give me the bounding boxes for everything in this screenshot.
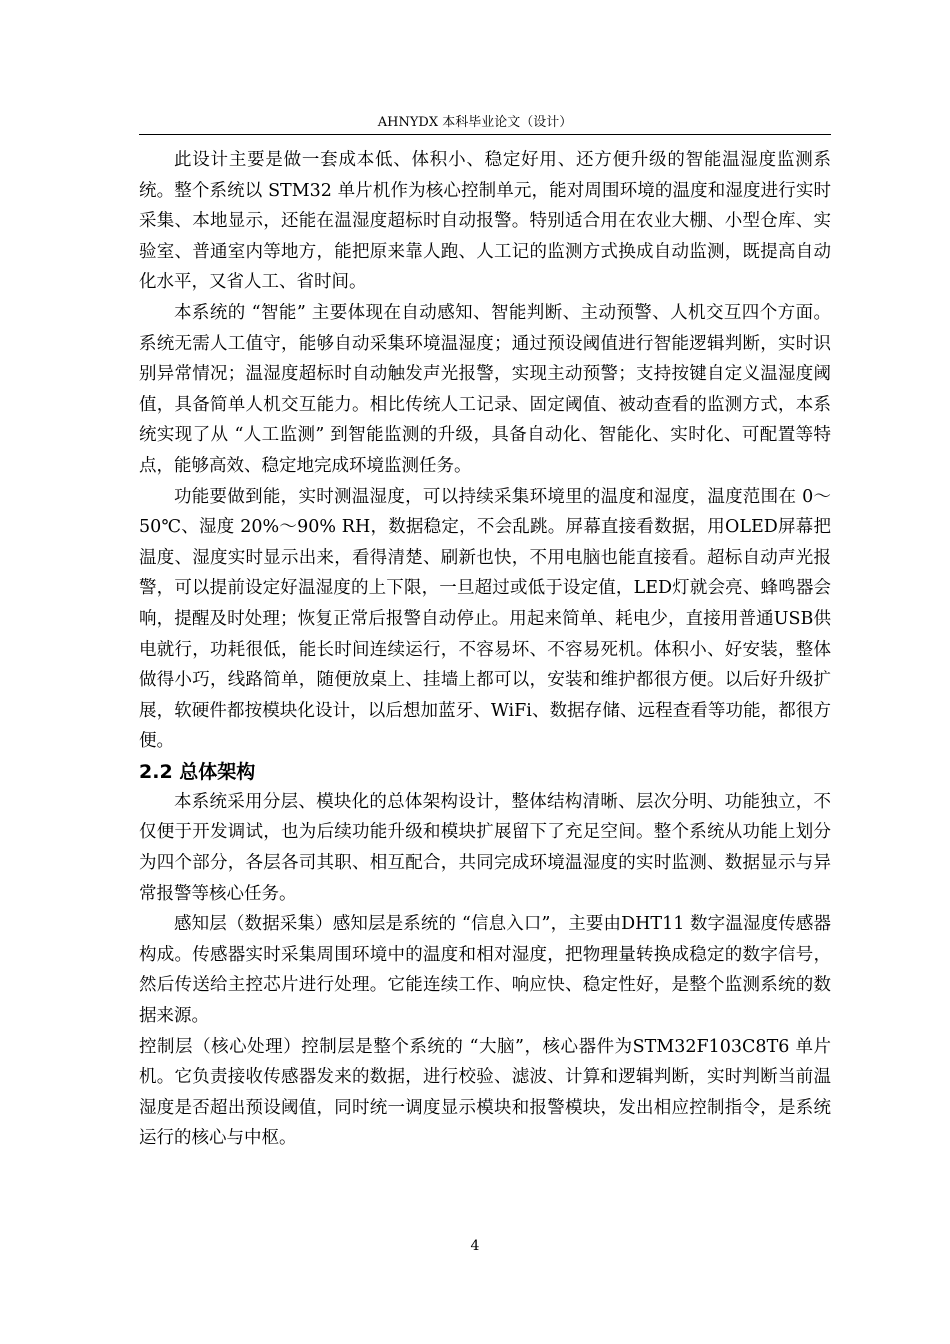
paragraph-perception-layer: 感知层（数据采集）感知层是系统的 “信息入口”，主要由DHT11 数字温湿度传感器构成。传感器实时采集周围环境中的温度和相对湿度，把物理量转换成稳定的数字信号，然后传送给主控芯片进行处理。它能连续工作、响应快、稳定性好，是整个监测系统的数据来源。 xyxy=(139,914,831,1027)
header-divider xyxy=(139,134,831,135)
paragraph-intelligence: 本系统的 “智能” 主要体现在自动感知、智能判断、主动预警、人机交互四个方面。系统无需人工值守，能够自动采集环境温湿度；通过预设阈值进行智能逻辑判断，实时识别异常情况；温湿度超标时自动触发声光报警，实现主动预警；支持按键自定义温湿度阈值，具备简单人机交互能力。相比传统人工记录、固定阈值、被动查看的监测方式，本系统实现了从 “人工监测” 到智能监测的升级，具备自动化、智能化、实时化、可配置等特点，能够高效、稳定地完成环境监测任务。 xyxy=(139,302,831,476)
page-number: 4 xyxy=(470,1238,480,1254)
paragraph-control-layer: 控制层（核心处理）控制层是整个系统的 “大脑”，核心器件为STM32F103C8T6 单片机。它负责接收传感器发来的数据，进行校验、滤波、计算和逻辑判断，实时判断当前温湿度是否超出预设阈值，同时统一调度显示模块和报警模块，发出相应控制指令，是系统运行的核心与中枢。 xyxy=(139,1036,831,1149)
page-header: AHNYDX 本科毕业论文（设计） xyxy=(377,115,573,130)
paragraph-architecture: 本系统采用分层、模块化的总体架构设计，整体结构清晰、层次分明、功能独立，不仅便于开发调试，也为后续功能升级和模块扩展留下了充足空间。整个系统从功能上划分为四个部分，各层各司其职、相互配合，共同完成环境温湿度的实时监测、数据显示与异常报警等核心任务。 xyxy=(139,791,831,904)
section-heading: 2.2 总体架构 xyxy=(139,760,256,783)
document-body xyxy=(139,145,831,1154)
paragraph-functions: 功能要做到能，实时测温湿度，可以持续采集环境里的温度和湿度，温度范围在 0～50℃、湿度 20%～90% RH，数据稳定，不会乱跳。屏幕直接看数据，用OLED屏幕把温度、湿度实时显示出来，看得清楚、刷新也快，不用电脑也能直接看。超标自动声光报警，可以提前设定好温湿度的上下限，一旦超过或低于设定值，LED灯就会亮、蜂鸣器会响，提醒及时处理；恢复正常后报警自动停止。用起来简单、耗电少，直接用普通USB供电就行，功耗很低，能长时间连续运行，不容易坏、不容易死机。体积小、好安装，整体做得小巧，线路简单，随便放桌上、挂墙上都可以，安装和维护都很方便。以后好升级扩展，软硬件都按模块化设计，以后想加蓝牙、WiFi、数据存储、远程查看等功能，都很方便。 xyxy=(139,486,831,752)
paragraph-design-goal: 此设计主要是做一套成本低、体积小、稳定好用、还方便升级的智能温湿度监测系统。整个系统以 STM32 单片机作为核心控制单元，能对周围环境的温度和湿度进行实时采集、本地显示，还能在温湿度超标时自动报警。特别适合用在农业大棚、小型仓库、实验室、普通室内等地方，能把原来靠人跑、人工记的监测方式换成自动监测，既提高自动化水平，又省人工、省时间。 xyxy=(139,150,831,293)
